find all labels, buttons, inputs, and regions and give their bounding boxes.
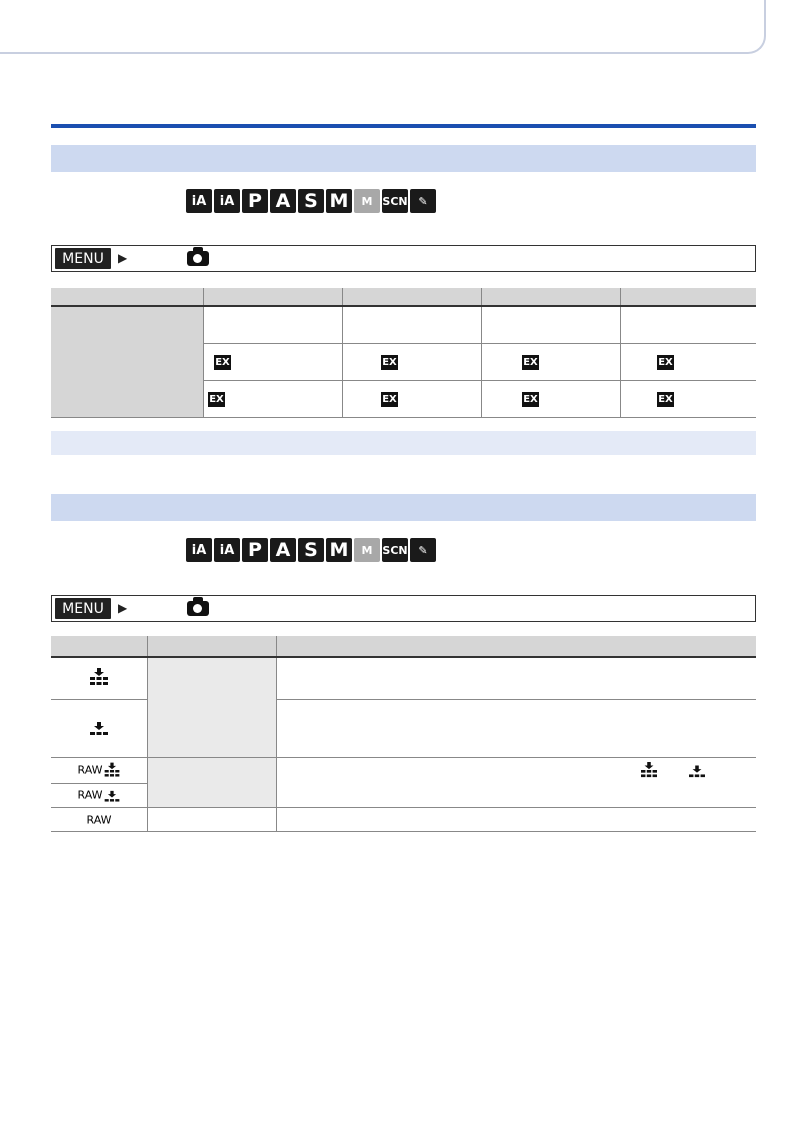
ia-mode-icon: iA [186,538,212,562]
ex-icon: EX [658,394,673,405]
section2-table [51,636,756,832]
table-header-cell [204,288,343,306]
quality-merged-cell [148,657,277,757]
row-label-cell [51,306,204,418]
ex-icon: EX [523,394,538,405]
arrow-right-icon: ▶ [118,601,128,615]
m-mode-icon: M [326,538,352,562]
table-header-cell [51,288,204,306]
video-m-mode-icon: M [354,189,380,213]
page-header-frame [0,0,766,54]
raw-standard-icon [103,787,121,803]
raw-label: RAW [77,763,103,777]
fine-quality-icon [639,762,659,778]
table-header-cell [343,288,482,306]
standard-quality-icon [687,762,707,778]
ex-icon: EX [382,357,397,368]
s-mode-icon: S [298,189,324,213]
a-mode-icon: A [270,538,296,562]
creative-mode-icon: ✎ [410,189,436,213]
raw-merged-cell [148,757,277,807]
fine-quality-icon [88,668,110,686]
ex-icon: EX [209,394,224,405]
ex-icon: EX [382,394,397,405]
ex-icon: EX [523,357,538,368]
section1-table [51,288,756,418]
arrow-right-icon: ▶ [118,251,128,265]
section1-note-bar [51,431,756,455]
creative-mode-icon: ✎ [410,538,436,562]
a-mode-icon: A [270,189,296,213]
table-header-cell [621,288,757,306]
section2-title-bar [51,494,756,521]
camera-icon [187,601,209,616]
table-row [51,657,756,699]
scn-mode-icon: SCN [382,538,408,562]
p-mode-icon: P [242,189,268,213]
table-header-cell [51,636,148,657]
scn-mode-icon: SCN [382,189,408,213]
s-mode-icon: S [298,538,324,562]
table-row [51,757,756,783]
section-rule [51,124,756,128]
table-row [51,306,756,344]
section1-title-bar [51,145,756,172]
ex-icon: EX [658,357,673,368]
video-m-mode-icon: M [354,538,380,562]
ia-mode-icon: iA [186,189,212,213]
section2-mode-icons [186,538,436,562]
table-header-cell [148,636,277,657]
ia-plus-mode-icon: iA [214,189,240,213]
raw-label: RAW [77,788,103,802]
menu-icon: MENU [55,248,111,269]
p-mode-icon: P [242,538,268,562]
m-mode-icon: M [326,189,352,213]
ex-icon: EX [215,357,230,368]
camera-icon [187,251,209,266]
table-row [51,807,756,831]
standard-quality-icon [88,718,110,736]
table-header-cell [277,636,757,657]
raw-fine-icon [103,762,121,778]
table-header-cell [482,288,621,306]
raw-icon: RAW [86,813,112,827]
section1-mode-icons [186,189,436,213]
menu-icon: MENU [55,598,111,619]
section2-menu-path [51,595,756,622]
ia-plus-mode-icon: iA [214,538,240,562]
section1-menu-path [51,245,756,272]
